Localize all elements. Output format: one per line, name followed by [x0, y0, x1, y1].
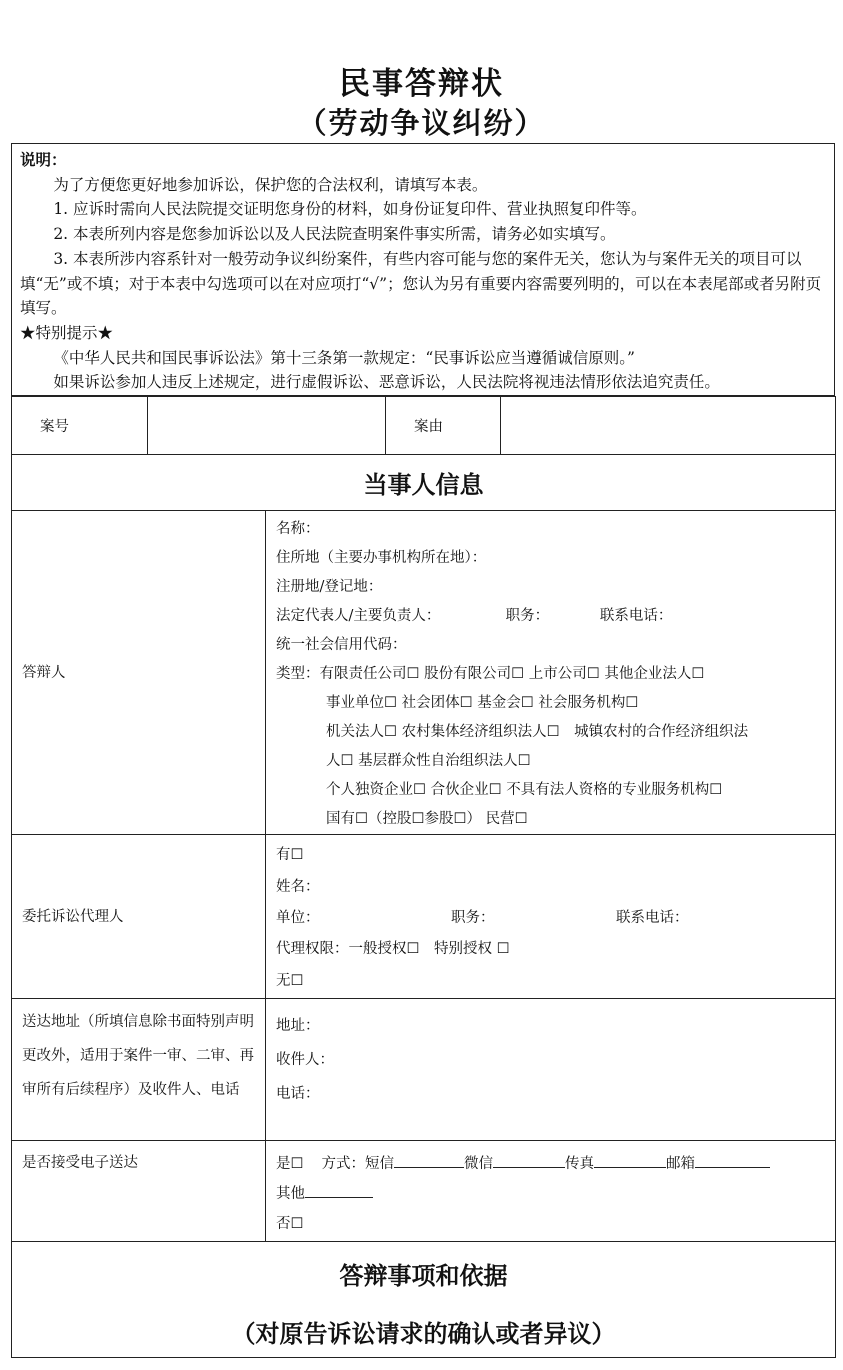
electronic-wechat: 微信 — [464, 1156, 493, 1172]
instructions-item-2: 2. 本表所列内容是您参加诉讼以及人民法院查明案件事实所需，请务必如实填写。 — [53, 225, 616, 244]
instructions-intro: 为了方便您更好地参加诉讼，保护您的合法权利，请填写本表。 — [53, 175, 488, 194]
respondent-type-4[interactable]: 人☐ 基层群众性自治组织法人☐ — [326, 753, 531, 769]
electronic-other: 其他 — [276, 1186, 305, 1202]
electronic-fax: 传真 — [565, 1156, 594, 1172]
instructions-item-3: 3. 本表所涉内容系针对一般劳动争议纠纷案件，有些内容可能与您的案件无关，您认为与案件无关的项目可以填“无”或不填；对于本表中勾选项可以在对应项打“√”；您认为另有重要内容需要列明的，可以在本表尾部或者另附页填写。 — [20, 249, 822, 318]
respondent-credit-code[interactable]: 统一社会信用代码： — [276, 637, 407, 653]
agent-unit[interactable]: 单位： — [276, 910, 320, 926]
agent-name[interactable]: 姓名： — [276, 879, 320, 895]
electronic-yes-checkbox[interactable]: 是☐ — [276, 1156, 304, 1172]
special-notice-label: ★特别提示★ — [20, 323, 114, 342]
instructions-box — [11, 143, 835, 396]
respondent-type-5[interactable]: 个人独资企业☐ 合伙企业☐ 不具有法人资格的专业服务机构☐ — [326, 782, 723, 798]
electronic-service-label: 是否接受电子送达 — [12, 1141, 266, 1242]
agent-label: 委托诉讼代理人 — [12, 835, 266, 999]
fax-blank[interactable] — [594, 1153, 666, 1168]
respondent-type-3[interactable]: 机关法人☐ 农村集体经济组织法人☐ 城镇农村的合作经济组织法 — [326, 724, 749, 740]
defense-heading-row — [12, 1242, 836, 1358]
agent-details[interactable] — [266, 835, 836, 999]
instructions-label: 说明： — [20, 151, 67, 169]
agent-authority[interactable]: 代理权限：一般授权☐ 特别授权 ☐ — [276, 941, 510, 957]
service-recipient-field[interactable]: 收件人： — [276, 1052, 334, 1068]
respondent-type-1[interactable]: 类型：有限责任公司☐ 股份有限公司☐ 上市公司☐ 其他企业法人☐ — [276, 666, 705, 682]
civil-procedure-law-quote: 《中华人民共和国民事诉讼法》第十三条第一款规定：“民事诉讼应当遵循诚信原则。” — [53, 348, 635, 367]
agent-yes-checkbox[interactable]: 有☐ — [276, 847, 304, 863]
service-address-label: 送达地址（所填信息除书面特别声明更改外，适用于案件一审、二审、再审所有后续程序）及收件人、电话 — [12, 999, 266, 1141]
electronic-service-row — [12, 1141, 836, 1242]
case-cause-field[interactable] — [501, 397, 836, 455]
service-address-field[interactable]: 地址： — [276, 1018, 320, 1034]
respondent-registration[interactable]: 注册地/登记地： — [276, 579, 383, 595]
respondent-label: 答辩人 — [12, 511, 266, 835]
email-blank[interactable] — [695, 1153, 770, 1168]
agent-row — [12, 835, 836, 999]
other-blank[interactable] — [305, 1183, 373, 1198]
case-info-row — [12, 397, 836, 455]
instructions-item-1: 1. 应诉时需向人民法院提交证明您身份的材料，如身份证复印件、营业执照复印件等。 — [53, 200, 647, 219]
agent-no-checkbox[interactable]: 无☐ — [276, 973, 304, 989]
electronic-method-sms: 方式：短信 — [321, 1156, 394, 1172]
defense-heading: 答辩事项和依据 — [339, 1262, 508, 1290]
electronic-email: 邮箱 — [666, 1156, 695, 1172]
agent-phone[interactable]: 联系电话： — [616, 910, 689, 926]
wechat-blank[interactable] — [493, 1153, 565, 1168]
agent-position[interactable]: 职务： — [451, 910, 495, 926]
document-title: 民事答辩状 — [339, 66, 504, 102]
sms-blank[interactable] — [394, 1153, 464, 1168]
answer-form-table — [11, 396, 836, 1358]
respondent-row — [12, 511, 836, 835]
service-address-details[interactable] — [266, 999, 836, 1141]
case-cause-label: 案由 — [386, 397, 501, 455]
respondent-type-6[interactable]: 国有☐（控股☐参股☐） 民营☐ — [326, 811, 528, 827]
case-number-field[interactable] — [148, 397, 386, 455]
false-litigation-warning: 如果诉讼参加人违反上述规定，进行虚假诉讼、恶意诉讼，人民法院将视违法情形依法追究责任。 — [53, 373, 720, 392]
electronic-no-checkbox[interactable]: 否☐ — [276, 1216, 304, 1232]
document-subtitle: （劳动争议纠纷） — [297, 106, 546, 140]
service-address-row — [12, 999, 836, 1141]
party-info-heading: 当事人信息 — [12, 455, 836, 511]
respondent-legal-rep[interactable]: 法定代表人/主要负责人： 职务： 联系电话： — [276, 608, 673, 624]
respondent-details[interactable] — [266, 511, 836, 835]
respondent-domicile[interactable]: 住所地（主要办事机构所在地）： — [276, 550, 487, 566]
respondent-name[interactable]: 名称： — [276, 521, 320, 537]
defense-subheading: （对原告诉讼请求的确认或者异议） — [231, 1320, 616, 1348]
electronic-service-details[interactable] — [266, 1141, 836, 1242]
respondent-type-2[interactable]: 事业单位☐ 社会团体☐ 基金会☐ 社会服务机构☐ — [326, 695, 639, 711]
case-number-label: 案号 — [12, 397, 148, 455]
service-phone-field[interactable]: 电话： — [276, 1086, 320, 1102]
